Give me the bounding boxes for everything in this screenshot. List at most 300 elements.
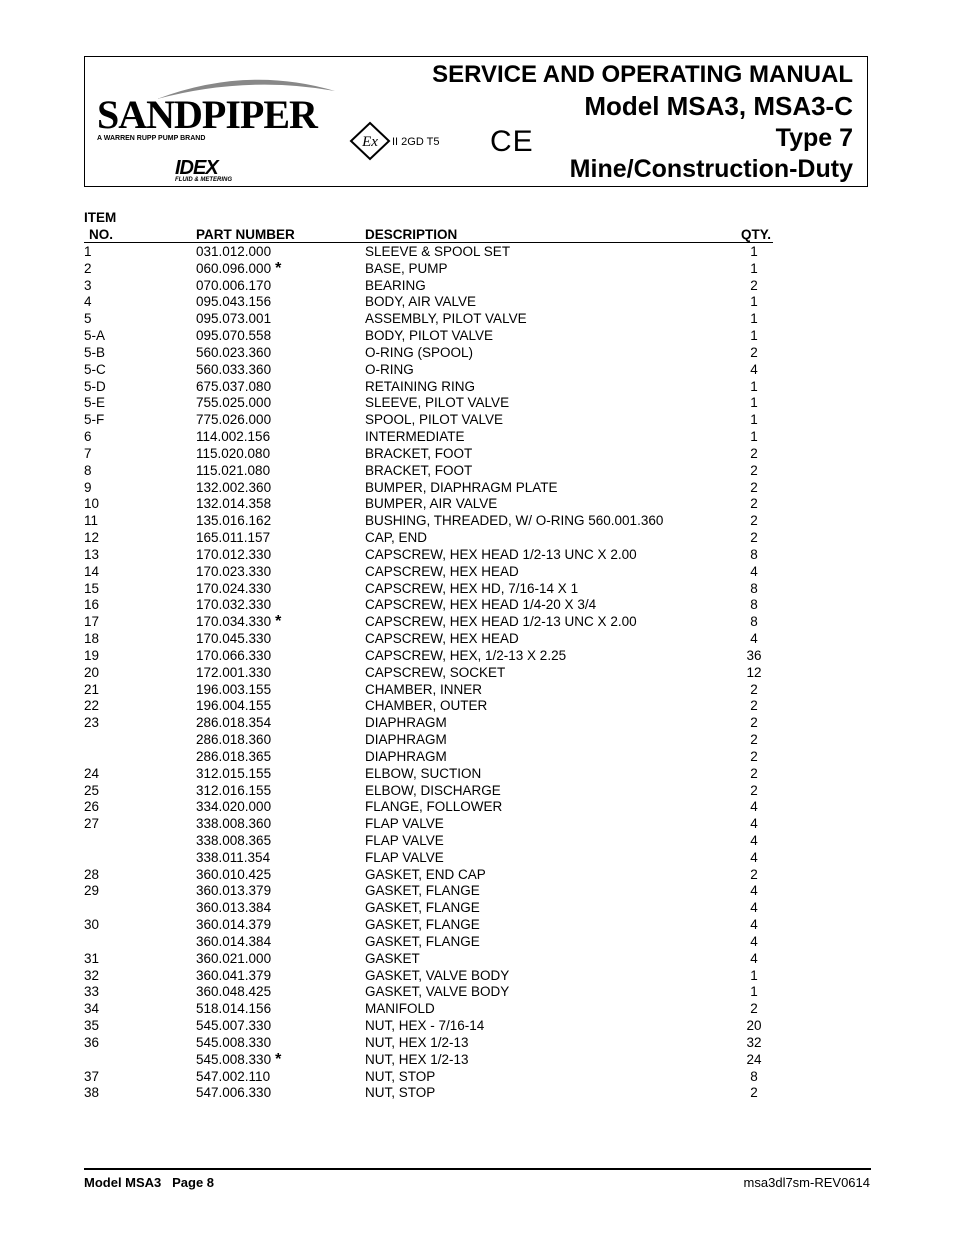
part-number: 755.025.000 [196,395,272,411]
part-number: 360.013.384 [196,900,272,916]
quantity: 8 [750,1068,758,1084]
description: CAPSCREW, HEX HEAD [365,631,519,647]
description: BODY, AIR VALVE [365,294,477,310]
part-number: 286.018.365 [196,748,272,764]
part-number: 360.010.425 [196,866,272,882]
item-no: 35 [84,1018,100,1034]
part-cell [196,530,270,547]
atex-rating: II 2GD T5 [392,136,440,148]
part-cell [196,816,271,833]
part-number: 360.021.000 [196,950,272,966]
quantity: 4 [750,849,758,865]
part-cell [196,648,271,665]
part-number: 170.034.330 [196,614,272,630]
description: O-RING [365,361,414,377]
atex-ex-label: Ex [362,134,378,150]
quantity: 2 [750,782,758,798]
description: CAP, END [365,530,428,546]
manual-title: SERVICE AND OPERATING MANUAL [432,61,853,88]
quantity: 2 [750,732,758,748]
table-row [84,850,784,867]
table-row [84,766,784,783]
part-cell [196,665,271,682]
part-number: 675.037.080 [196,378,272,394]
part-cell [196,1018,271,1035]
description: FLAP VALVE [365,849,444,865]
part-cell [196,833,271,850]
item-no: 27 [84,816,100,832]
col-header-part: PART NUMBER [196,227,295,242]
quantity: 1 [750,328,758,344]
item-no: 25 [84,782,100,798]
item-no: 34 [84,1001,100,1017]
description: GASKET, END CAP [365,866,486,882]
part-cell [196,362,271,379]
table-row [84,984,784,1001]
header-box [84,56,868,187]
part-number: 312.015.155 [196,765,272,781]
quantity: 1 [750,294,758,310]
table-row [84,1001,784,1018]
part-cell [196,1069,270,1086]
description: CHAMBER, OUTER [365,698,488,714]
quantity: 1 [750,395,758,411]
item-no: 10 [84,496,100,512]
part-number: 547.006.330 [196,1085,272,1101]
part-number: 172.001.330 [196,664,272,680]
quantity: 20 [746,1018,762,1034]
description: INTERMEDIATE [365,429,465,445]
part-number: 095.043.156 [196,294,272,310]
quantity: 1 [750,378,758,394]
ce-mark-icon: CE [490,125,534,158]
table-row [84,732,784,749]
description: ELBOW, DISCHARGE [365,782,501,798]
part-number: 095.070.558 [196,328,272,344]
description: BEARING [365,277,426,293]
table-row [84,429,784,446]
table-row [84,665,784,682]
table-row [84,833,784,850]
table-row [84,799,784,816]
header-divider [84,242,773,243]
part-cell [196,984,271,1001]
part-number: 286.018.354 [196,715,272,731]
part-number: 115.021.080 [196,462,271,478]
description: BUMPER, AIR VALVE [365,496,498,512]
item-no: 18 [84,631,100,647]
description: O-RING (SPOOL) [365,344,474,360]
part-cell [196,682,271,699]
item-no: 12 [84,530,100,546]
table-row [84,395,784,412]
part-number: 338.011.354 [196,849,271,865]
quantity: 1 [750,260,758,276]
item-no: 5-E [84,395,106,411]
part-number: 170.032.330 [196,597,272,613]
part-number: 518.014.156 [196,1001,272,1017]
quantity: 2 [750,715,758,731]
table-row [84,917,784,934]
parts-table [84,244,784,1102]
description: GASKET, FLANGE [365,933,480,949]
part-cell [196,294,271,311]
part-cell [196,850,270,867]
part-cell [196,463,270,480]
quantity: 1 [750,244,758,259]
quantity: 8 [750,546,758,562]
part-cell [196,513,271,530]
part-cell [196,934,271,951]
part-cell [196,480,271,497]
part-cell [196,917,271,934]
part-cell [196,867,271,884]
table-row [84,648,784,665]
table-row [84,682,784,699]
quantity: 2 [750,344,758,360]
item-no: 5-B [84,344,106,360]
part-cell [196,496,271,513]
item-no: 6 [84,429,92,445]
description: BUMPER, DIAPHRAGM PLATE [365,479,558,495]
brand-sub: A WARREN RUPP PUMP BRAND [97,135,206,142]
asterisk-marker: * [275,613,282,631]
description: CAPSCREW, HEX HD, 7/16-14 X 1 [365,580,579,596]
part-cell [196,278,271,295]
item-no: 1 [84,244,92,259]
item-no: 9 [84,479,92,495]
quantity: 4 [750,917,758,933]
table-row [84,345,784,362]
table-row [84,530,784,547]
part-cell [196,749,271,766]
part-cell [196,766,271,783]
table-row [84,698,784,715]
table-row [84,311,784,328]
part-number: 560.023.360 [196,344,272,360]
quantity: 2 [750,681,758,697]
table-row [84,244,784,261]
description: CAPSCREW, HEX, 1/2-13 X 2.25 [365,647,567,663]
item-no: 38 [84,1085,100,1101]
col-header-item: ITEM [84,210,117,225]
table-row [84,261,784,278]
item-no: 24 [84,765,100,781]
part-cell [196,345,271,362]
part-number: 170.024.330 [196,580,272,596]
quantity: 4 [750,799,758,815]
atex-ex-icon [349,121,391,166]
quantity: 24 [746,1051,762,1067]
footer-doc-id: msa3dl7sm-REV0614 [743,1175,870,1190]
table-row [84,412,784,429]
part-cell [196,732,271,749]
item-no: 2 [84,260,92,276]
item-no: 28 [84,866,100,882]
part-number: 170.045.330 [196,631,272,647]
description: GASKET, VALVE BODY [365,984,510,1000]
description: DIAPHRAGM [365,732,447,748]
table-row [84,294,784,311]
part-number: 286.018.360 [196,732,272,748]
part-cell [196,412,271,429]
table-row [84,547,784,564]
table-row [84,951,784,968]
part-number: 560.033.360 [196,361,272,377]
footer-divider [84,1168,871,1170]
table-row [84,278,784,295]
quantity: 2 [750,479,758,495]
asterisk-marker: * [275,1050,282,1068]
description: FLAP VALVE [365,816,444,832]
description: SPOOL, PILOT VALVE [365,412,504,428]
quantity: 1 [750,429,758,445]
part-number: 360.014.379 [196,917,272,933]
description: CAPSCREW, HEX HEAD 1/2-13 UNC X 2.00 [365,546,637,562]
item-no: 5-A [84,328,106,344]
part-cell [196,261,281,278]
quantity: 2 [750,462,758,478]
table-row [84,581,784,598]
table-row [84,715,784,732]
part-number: 338.008.365 [196,832,272,848]
quantity: 36 [746,647,762,663]
description: NUT, STOP [365,1068,436,1084]
part-cell [196,968,271,985]
quantity: 32 [746,1034,762,1050]
description: CAPSCREW, HEX HEAD 1/4-20 X 3/4 [365,597,597,613]
description: SLEEVE & SPOOL SET [365,244,511,259]
part-cell [196,799,271,816]
table-row [84,816,784,833]
part-number: 031.012.000 [196,244,272,259]
quantity: 2 [750,530,758,546]
part-cell [196,1001,271,1018]
part-number: 196.003.155 [196,681,272,697]
quantity: 2 [750,277,758,293]
part-cell [196,244,271,261]
item-no: 4 [84,294,92,310]
table-row [84,513,784,530]
part-cell [196,900,271,917]
quantity: 4 [750,816,758,832]
quantity: 4 [750,950,758,966]
part-cell [196,631,271,648]
description: GASKET, FLANGE [365,883,480,899]
part-number: 060.096.000 [196,260,272,276]
part-number: 095.073.001 [196,311,272,327]
part-number: 170.066.330 [196,647,272,663]
table-row [84,749,784,766]
table-row [84,1085,784,1102]
table-row [84,883,784,900]
quantity: 2 [750,1085,758,1101]
part-cell [196,581,271,598]
description: DIAPHRAGM [365,748,447,764]
part-number: 545.007.330 [196,1018,272,1034]
table-row [84,783,784,800]
item-no: 15 [84,580,100,596]
footer-page-label: Model MSA3 Page 8 [84,1175,215,1190]
description: SLEEVE, PILOT VALVE [365,395,510,411]
quantity: 2 [750,1001,758,1017]
description: NUT, HEX 1/2-13 [365,1034,469,1050]
quantity: 4 [750,883,758,899]
quantity: 1 [750,984,758,1000]
table-row [84,379,784,396]
part-number: 547.002.110 [196,1068,271,1084]
part-cell [196,1035,271,1052]
description: GASKET, FLANGE [365,917,480,933]
item-no: 22 [84,698,100,714]
title-block [432,57,853,184]
quantity: 4 [750,933,758,949]
part-cell [196,597,271,614]
quantity: 4 [750,361,758,377]
table-row [84,934,784,951]
item-no: 17 [84,614,100,630]
part-cell [196,328,271,345]
quantity: 4 [750,631,758,647]
part-cell [196,1052,281,1069]
quantity: 2 [750,698,758,714]
table-row [84,631,784,648]
quantity: 12 [746,664,762,680]
description: NUT, HEX - 7/16-14 [365,1018,485,1034]
idex-logo: IDEX [175,157,218,179]
table-row [84,496,784,513]
description: FLANGE, FOLLOWER [365,799,503,815]
part-number: 545.008.330 [196,1051,272,1067]
item-no: 37 [84,1068,100,1084]
item-no: 36 [84,1034,100,1050]
item-no: 16 [84,597,100,613]
idex-sub: FLUID & METERING [175,177,232,183]
part-number: 545.008.330 [196,1034,272,1050]
part-cell [196,564,271,581]
table-row [84,867,784,884]
part-number: 132.002.360 [196,479,272,495]
part-cell [196,1085,271,1102]
quantity: 2 [750,748,758,764]
model-title: Model MSA3, MSA3-C [584,91,853,121]
item-no: 23 [84,715,100,731]
description: BASE, PUMP [365,260,448,276]
description: FLAP VALVE [365,832,444,848]
table-row [84,446,784,463]
table-row [84,362,784,379]
item-no: 5 [84,311,92,327]
quantity: 1 [750,967,758,983]
quantity: 2 [750,445,758,461]
item-no: 7 [84,445,92,461]
col-header-desc: DESCRIPTION [365,227,458,242]
part-number: 170.023.330 [196,563,272,579]
table-row [84,614,784,631]
item-no: 26 [84,799,100,815]
sandpiper-logo [97,69,337,183]
description: BODY, PILOT VALVE [365,328,494,344]
part-cell [196,614,281,631]
item-no: 29 [84,883,100,899]
description: BRACKET, FOOT [365,445,473,461]
part-number: 360.041.379 [196,967,272,983]
item-no: 19 [84,647,100,663]
part-cell [196,379,271,396]
description: ELBOW, SUCTION [365,765,482,781]
part-cell [196,698,271,715]
quantity: 8 [750,614,758,630]
col-header-qty: QTY. [741,227,772,242]
part-cell [196,783,271,800]
part-number: 165.011.157 [196,530,271,546]
part-cell [196,883,271,900]
item-no: 30 [84,917,100,933]
part-number: 312.016.155 [196,782,272,798]
quantity: 2 [750,866,758,882]
col-header-no: NO. [89,227,114,242]
item-no: 11 [84,513,99,529]
item-no: 3 [84,277,92,293]
description: GASKET, VALVE BODY [365,967,510,983]
part-number: 170.012.330 [196,546,272,562]
table-row [84,328,784,345]
description: BRACKET, FOOT [365,462,473,478]
description: DIAPHRAGM [365,715,447,731]
quantity: 8 [750,597,758,613]
quantity: 2 [750,765,758,781]
part-cell [196,395,271,412]
item-no: 33 [84,984,100,1000]
part-number: 135.016.162 [196,513,272,529]
quantity: 1 [750,311,758,327]
description: NUT, HEX 1/2-13 [365,1051,469,1067]
item-no: 8 [84,462,92,478]
part-number: 196.004.155 [196,698,272,714]
table-row [84,564,784,581]
description: BUSHING, THREADED, W/ O-RING 560.001.360 [365,513,664,529]
table-row [84,1018,784,1035]
item-no: 5-C [84,361,106,377]
part-cell [196,715,271,732]
table-row [84,1035,784,1052]
item-no: 31 [84,950,100,966]
part-number: 360.013.379 [196,883,272,899]
quantity: 4 [750,900,758,916]
part-cell [196,311,271,328]
description: CAPSCREW, HEX HEAD 1/2-13 UNC X 2.00 [365,614,637,630]
item-no: 21 [84,681,100,697]
table-row [84,597,784,614]
item-no: 5-D [84,378,106,394]
part-number: 070.006.170 [196,277,272,293]
quantity: 4 [750,563,758,579]
item-no: 20 [84,664,100,680]
part-number: 115.020.080 [196,445,271,461]
description: GASKET, FLANGE [365,900,480,916]
duty-title: Mine/Construction-Duty [569,155,853,183]
part-number: 132.014.358 [196,496,272,512]
part-number: 338.008.360 [196,816,272,832]
description: CHAMBER, INNER [365,681,483,697]
table-row [84,900,784,917]
part-cell [196,951,271,968]
description: CAPSCREW, SOCKET [365,664,506,680]
asterisk-marker: * [275,259,282,277]
part-cell [196,547,271,564]
description: RETAINING RING [365,378,476,394]
description: ASSEMBLY, PILOT VALVE [365,311,527,327]
